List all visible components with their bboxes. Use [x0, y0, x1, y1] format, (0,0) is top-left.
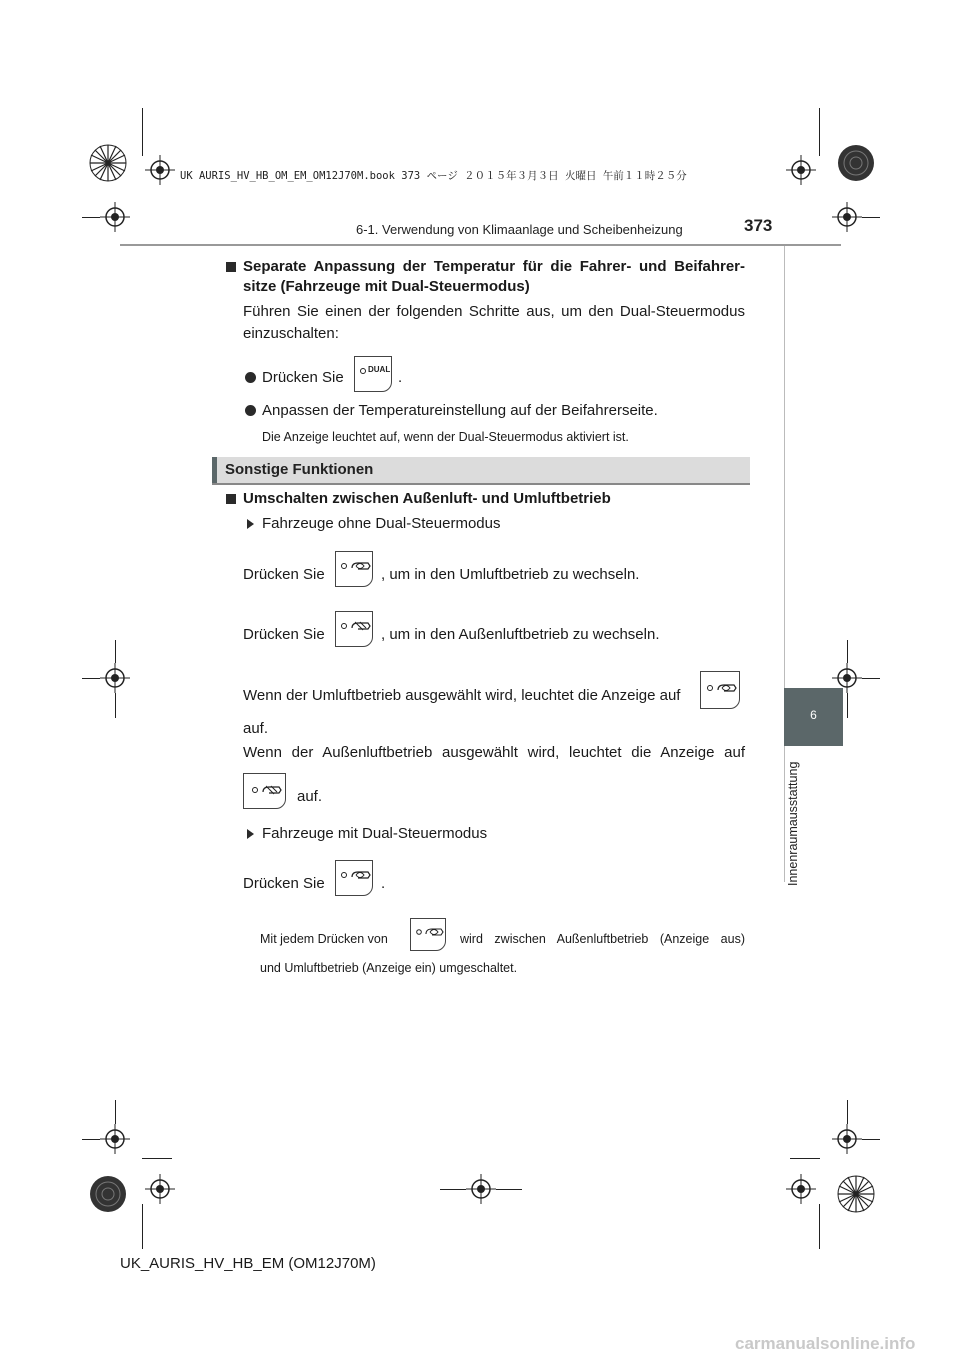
crosshair-icon — [145, 1174, 175, 1204]
round-bullet — [245, 405, 256, 416]
registration-sunburst-icon — [836, 1174, 876, 1214]
section-title: Sonstige Funktionen — [225, 461, 374, 478]
crosshair-icon — [100, 1124, 130, 1154]
note-text-start: Mit jedem Drücken von — [260, 932, 388, 946]
header-rule — [120, 244, 841, 246]
registration-disc-icon — [88, 1174, 128, 1214]
book-info-line: UK AURIS_HV_HB_OM_EM_OM12J70M.book 373 ページ ２０１５年３月３日 火曜日 午前１１時２５分 — [180, 170, 687, 182]
outside-instruction: , um in den Außenluftbetrieb zu wechseln. — [381, 626, 660, 643]
press-text: Drücken Sie — [243, 566, 325, 583]
dual-heading-line2: sitze (Fahrzeuge mit Dual-Steuermodus) — [243, 278, 530, 295]
recirculation-air-icon — [335, 551, 373, 587]
recirculation-air-icon — [700, 671, 740, 709]
note-text-line2: und Umluftbetrieb (Anzeige ein) umgeschaltet. — [260, 961, 518, 975]
note-text-end: wird zwischen Außenluftbetrieb (Anzeige aus) — [460, 932, 745, 946]
chapter-title-text: Innenraumausstattung — [786, 761, 800, 886]
running-head: 6-1. Verwendung von Klimaanlage und Scheibenheizung — [356, 222, 683, 237]
sub-heading-no-dual: Fahrzeuge ohne Dual-Steuermodus — [262, 515, 501, 532]
arrow-bullet-icon — [247, 829, 254, 839]
crosshair-icon — [832, 1124, 862, 1154]
outside-indicator-end: auf. — [297, 788, 323, 805]
crosshair-icon — [832, 202, 862, 232]
crosshair-icon — [100, 663, 130, 693]
registration-disc-icon — [836, 143, 876, 183]
dual-intro-line2: einzuschalten: — [243, 325, 339, 342]
watermark: carmanualsonline.info — [735, 1334, 916, 1353]
recirc-instruction: , um in den Umluftbetrieb zu wechseln. — [381, 566, 640, 583]
page-number: 373 — [744, 216, 773, 235]
bullet-period: . — [398, 369, 403, 386]
crosshair-icon — [100, 202, 130, 232]
air-heading: Umschalten zwischen Außenluft- und Umluftbetrieb — [243, 490, 611, 507]
heading-square-bullet — [226, 494, 236, 504]
outside-indicator-text: Wenn der Außenluftbetrieb ausgewählt wird, leuchtet die Anzeige auf — [243, 744, 745, 761]
dual-intro-line1: Führen Sie einen der folgenden Schritte aus, um den Dual-Steuermodus — [243, 303, 745, 320]
document-code: UK_AURIS_HV_HB_EM (OM12J70M) — [120, 1255, 376, 1272]
round-bullet — [245, 372, 256, 383]
arrow-bullet-icon — [247, 519, 254, 529]
crosshair-icon — [145, 155, 175, 185]
section-header — [212, 457, 750, 485]
sub-heading-dual: Fahrzeuge mit Dual-Steuermodus — [262, 825, 488, 842]
recirc-indicator-text: Wenn der Umluftbetrieb ausgewählt wird, leuchtet die Anzeige auf — [243, 687, 681, 704]
chapter-title-vertical — [771, 758, 811, 888]
press-text: Drücken Sie — [243, 875, 325, 892]
dual-heading-line1: Separate Anpassung der Temperatur für die Fahrer- und Beifahrer- — [243, 258, 745, 275]
heading-square-bullet — [226, 262, 236, 272]
crosshair-icon — [466, 1174, 496, 1204]
section-accent — [212, 457, 217, 483]
press-text: Drücken Sie — [243, 626, 325, 643]
outside-air-icon — [335, 611, 373, 647]
chapter-tab: 6 — [784, 688, 843, 746]
dual-button-label: DUAL — [368, 365, 391, 374]
recirc-indicator-end: auf. — [243, 720, 269, 737]
bullet-press-text: Drücken Sie — [262, 369, 344, 386]
outside-air-icon — [243, 773, 286, 809]
dual-button-icon — [354, 356, 392, 392]
crosshair-icon — [786, 1174, 816, 1204]
registration-sunburst-icon — [88, 143, 128, 183]
crosshair-icon — [786, 155, 816, 185]
bullet-passenger-temp: Anpassen der Temperatureinstellung auf der Beifahrerseite. — [262, 402, 658, 419]
recirculation-air-icon — [410, 918, 446, 951]
press-period: . — [381, 875, 386, 892]
dual-note: Die Anzeige leuchtet auf, wenn der Dual-Steuermodus aktiviert ist. — [262, 430, 629, 444]
recirculation-air-icon — [335, 860, 373, 896]
